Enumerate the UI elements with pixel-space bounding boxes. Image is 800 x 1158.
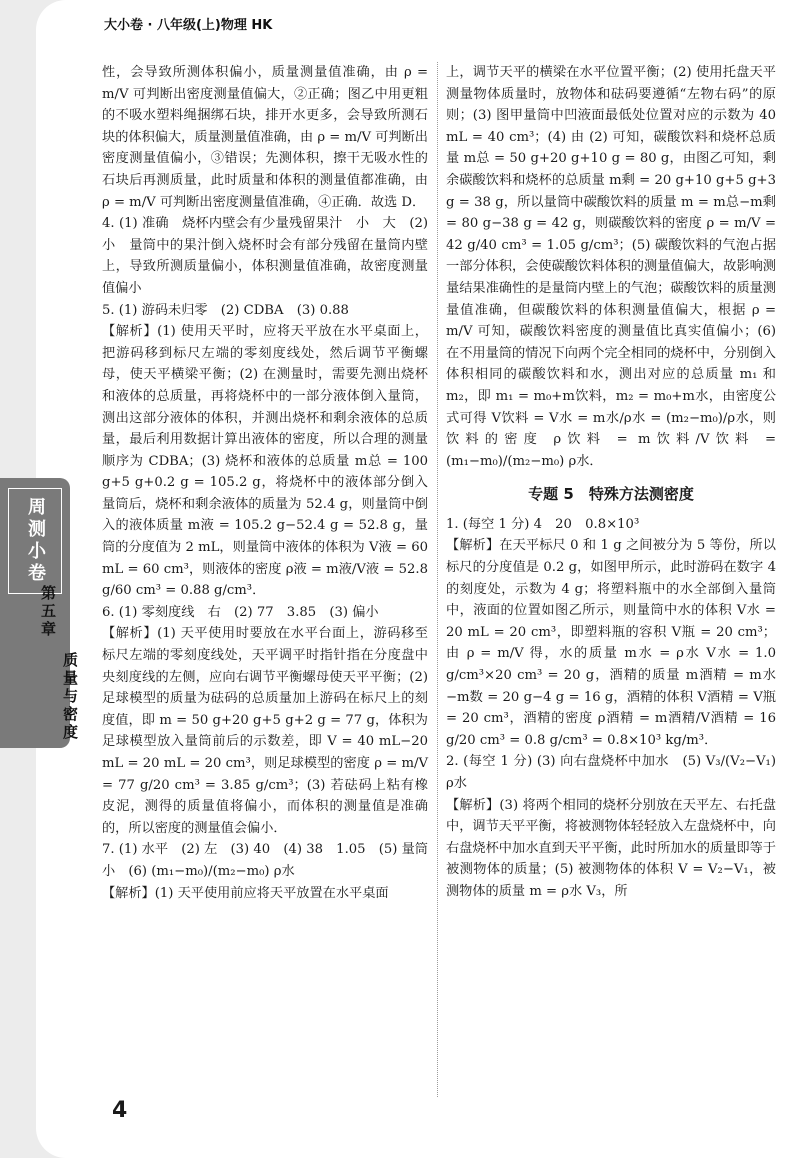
right-column — [446, 62, 781, 903]
section-title: 专题 5 特殊方法测密度 — [528, 485, 694, 504]
answer-item-s2: 2. (每空 1 分) (3) 向右盘烧杯中加水 (5) V₃/(V₂−V₁) ρ水 — [446, 754, 781, 791]
sidebar-label: 周测小卷 — [8, 488, 62, 594]
left-column — [102, 62, 442, 904]
answer-text: 性，会导致所测体积偏小，质量测量值准确，由 ρ = m/V 可判断出密度测量值偏大，②正确；图乙中用更粗的不吸水塑料绳捆绑石块，排开水更多，会导致所测石块的体积偏大，质量测量值准确，由 ρ = m/V 可判断出密度测量值偏小，③错误；先测体积，擦干无吸水性的石块后再测质量，此时质量和体积的测量值都准确，由 ρ = m/V 可判断出密度测量值准确，④正确．故选 D． — [102, 65, 433, 210]
answer-item-s1: 1. (每空 1 分) 4 20 0.8×10³ — [446, 516, 640, 532]
answer-item-6: 6. (1) 零刻度线 右 (2) 77 3.85 (3) 偏小 — [102, 604, 379, 620]
chapter-number: 第五章 — [39, 585, 57, 639]
analysis-s2: 【解析】(3) 将两个相同的烧杯分别放在天平左、右托盘中，调节天平平衡，将被测物体轻轻放入左盘烧杯中，向右盘烧杯中加水直到天平平衡，此时所加水的质量即等于被测物体的质量；(5) 被测物体的体积 V = V₂−V₁，被测物体的质量 m = ρ水 V₃，所 — [446, 797, 776, 899]
answer-item-7: 7. (1) 水平 (2) 左 (3) 40 (4) 38 1.05 (5) 量筒 小 (6) (m₁−m₀)/(m₂−m₀) ρ水 — [102, 842, 442, 879]
page-number: 4 — [112, 1098, 128, 1123]
analysis-5: 【解析】(1) 使用天平时，应将天平放在水平桌面上，把游码移到标尺左端的零刻度线处，然后调节平衡螺母，使天平横梁平衡；(2) 在测量时，需要先测出烧杯和液体的总质量，再将烧杯中的一部分液体倒入量筒，测出这部分液体的体积，并测出烧杯和剩余液体的总质量，最后利用数据计算出液体的密度，所以合理的测量顺序为 CDBA；(3) 烧杯和液体的总质量 m总 = 100 g+5 g+0.2 g = 105.2 g，将烧杯中的液体部分倒入量筒后，烧杯和剩余液体的质量为 52.4 g，则量筒中倒入的液体质量 m液 = 105.2 g−52.4 g = 52.8 g，量筒的分度值为 2 mL，则量筒中液体的体积为 V液 = 60 mL = 60 cm³，则液体的密度 ρ液 = m液/V液 = 52.8 g/60 cm³ = 0.88 g/cm³． — [102, 324, 433, 599]
column-divider — [437, 62, 438, 1097]
page — [36, 0, 800, 1158]
answer-item-4: 4. (1) 准确 烧杯内壁会有少量残留果汁 小 大 (2) 小 量筒中的果汁倒入烧杯时会有部分残留在量筒内壁上，导致所测质量偏小，体积测量值准确，故密度测量值偏小 — [102, 216, 433, 296]
answer-item-5: 5. (1) 游码未归零 (2) CDBA (3) 0.88 — [102, 302, 349, 318]
analysis-s1: 【解析】在天平标尺 0 和 1 g 之间被分为 5 等份，所以标尺的分度值是 0.2 g，如图甲所示，此时游码在数字 4 的刻度处，示数为 4 g；将塑料瓶中的水全部倒入量筒中，液面的位置如图乙所示，则量筒中水的体积 V水 = 20 mL = 20 cm³，即塑料瓶的容积 V瓶 = 20 cm³；由 ρ = m/V 得，水的质量 m水 = ρ水 V水 = 1.0 g/cm³×20 cm³ = 20 g，酒精的质量 m酒精 = m水−m数 = 20 g−4 g = 16 g，酒精的体积 V酒精 = V瓶 = 20 cm³，酒精的密度 ρ酒精 = m酒精/V酒精 = 16 g/20 cm³ = 0.8 g/cm³ = 0.8×10³ kg/m³． — [446, 538, 781, 748]
chapter-title: 质量与密度 — [61, 652, 79, 742]
analysis-7: 【解析】(1) 天平使用前应将天平放置在水平桌面 — [102, 885, 389, 901]
analysis-6: 【解析】(1) 天平使用时要放在水平台面上，游码移至标尺左端的零刻度线处，天平调平时指针指在分度盘中央刻度线的左侧，应向右调节平衡螺母使天平平衡；(2) 足球模型的质量为砝码的总质量加上游码在标尺上的刻度值，即 m = 50 g+20 g+5 g+2 g = 77 g，体积为足球模型放入量筒前后的示数差，即 V = 40 mL−20 mL = 20 mL = 20 cm³，则足球模型的密度 ρ = m/V = 77 g/20 cm³ = 3.85 g/cm³；(3) 若砝码上粘有橡皮泥，测得的质量值将偏小，而体积的测量值是准确的，所以密度的测量值会偏小． — [102, 626, 433, 836]
analysis-7-cont: 上，调节天平的横梁在水平位置平衡；(2) 使用托盘天平测量物体质量时，放物体和砝码要遵循“左物右码”的原则；(3) 图甲量筒中凹液面最低处位置对应的示数为 40 mL = 40 cm³；(4) 由 (2) 可知，碳酸饮料和烧杯总质量 m总 = 50 g+20 g+10 g = 80 g，由图乙可知，剩余碳酸饮料和烧杯的总质量 m剩 = 20 g+10 g+5 g+3 g = 38 g，所以量筒中碳酸饮料的质量 m = m总−m剩 = 80 g−38 g = 42 g，则碳酸饮料的密度 ρ = m/V = 42 g/40 cm³ = 1.05 g/cm³；(5) 碳酸饮料的气泡占据一部分体积，会使碳酸饮料体积的测量值偏大，故影响测量结果准确性的是量筒内壁上的气泡；碳酸饮料的质量测量值准确，但碳酸饮料的体积测量值偏大，根据 ρ = m/V 可知，碳酸饮料密度的测量值比真实值偏小；(6) 在不用量筒的情况下向两个完全相同的烧杯中，分别倒入体积相同的碳酸饮料和水，测出对应的总质量 m₁ 和 m₂，即 m₁ = m₀+m饮料，m₂ = m₀+m水，由密度公式可得 V饮料 = V水 = m水/ρ水 = (m₂−m₀)/ρ水，则饮料的密度 ρ饮料 = m饮料/V饮料 = (m₁−m₀)/(m₂−m₀) ρ水． — [446, 65, 781, 469]
page-header: 大小卷 · 八年级(上)物理 HK — [104, 18, 273, 33]
